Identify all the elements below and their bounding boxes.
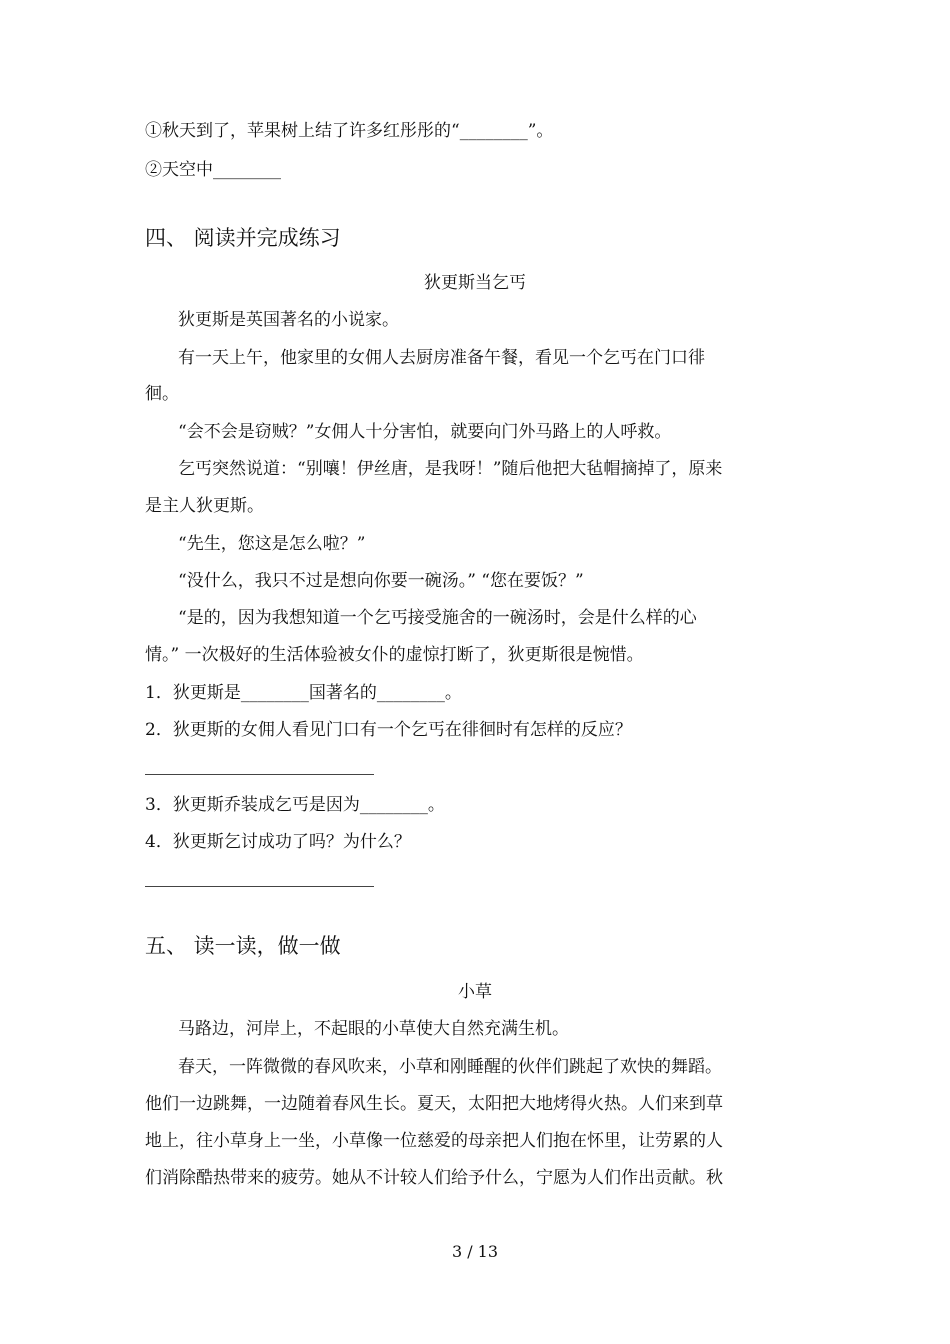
fill-in-item-1: ①秋天到了，苹果树上结了许多红彤彤的“________”。 [145,121,554,141]
answer-line[interactable] [145,886,374,887]
passage-line: 们消除酷热带来的疲劳。她从不计较人们给予什么，宁愿为人们作出贡献。秋 [145,1168,723,1188]
question-3: 3．狄更斯乔装成乞丐是因为________。 [145,795,445,815]
question-2: 2．狄更斯的女佣人看见门口有一个乞丐在徘徊时有怎样的反应？ [145,720,632,740]
section-4-heading: 四、 阅读并完成练习 [145,226,341,250]
passage-line: 他们一边跳舞，一边随着春风生长。夏天，太阳把大地烤得火热。人们来到草 [145,1094,723,1114]
answer-line[interactable] [145,774,374,775]
story-line: 乞丐突然说道：“别嚷！伊丝唐，是我呀！”随后他把大毡帽摘掉了，原来 [178,459,723,479]
question-1: 1．狄更斯是________国著名的________。 [145,683,462,703]
story-line: 是主人狄更斯。 [145,496,264,516]
story-title: 狄更斯当乞丐 [424,273,526,293]
story-line: “先生，您这是怎么啦？” [178,534,366,554]
passage-line: 春天，一阵微微的春风吹来，小草和刚睡醒的伙伴们跳起了欢快的舞蹈。 [178,1057,722,1077]
passage-line: 马路边，河岸上，不起眼的小草使大自然充满生机。 [178,1019,569,1039]
story-line: “会不会是窃贼？”女佣人十分害怕，就要向门外马路上的人呼救。 [178,422,672,442]
section-5-heading: 五、 读一读，做一做 [145,934,341,958]
question-4: 4．狄更斯乞讨成功了吗？为什么？ [145,832,411,852]
story-line: 狄更斯是英国著名的小说家。 [178,310,399,330]
story-line: 情。” 一次极好的生活体验被女仆的虚惊打断了，狄更斯很是惋惜。 [145,645,644,665]
passage-line: 地上，往小草身上一坐，小草像一位慈爱的母亲把人们抱在怀里，让劳累的人 [145,1131,723,1151]
story-line: 徊。 [145,384,179,404]
story-line: “没什么，我只不过是想向你要一碗汤。” “您在要饭？” [178,571,584,591]
story-line: 有一天上午，他家里的女佣人去厨房准备午餐，看见一个乞丐在门口徘 [178,348,705,368]
page-number: 3 / 13 [451,1242,499,1261]
poem-title: 小草 [458,982,492,1002]
story-line: “是的，因为我想知道一个乞丐接受施舍的一碗汤时，会是什么样的心 [178,608,697,628]
fill-in-item-2: ②天空中________ [145,160,281,180]
